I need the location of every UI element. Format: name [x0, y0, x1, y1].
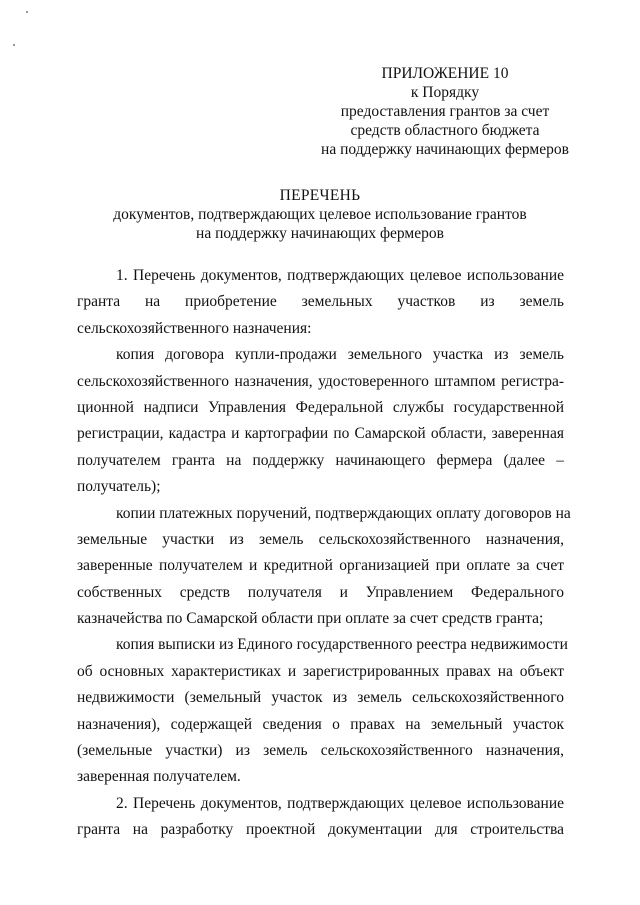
body-line: сельскохозяйственного назначения: — [77, 319, 312, 337]
scan-speck — [13, 44, 15, 46]
appendix-line: средств областного бюджета — [350, 122, 540, 139]
document-subtitle: документов, подтверждающих целевое использование грантов — [113, 206, 527, 223]
body-line: об основных характеристиках и зарегистрированных правах на объект — [77, 662, 564, 680]
body-line: (земельные участки) из земель сельскохозяйственного назначения, — [77, 742, 564, 760]
body-line: 2. Перечень документов, подтверждающих целевое использование — [116, 794, 564, 812]
body-line: собственных средств получателя и Управлением Федерального — [77, 583, 564, 601]
body-line: заверенные получателем и кредитной организацией при оплате за счет — [77, 557, 564, 575]
appendix-line: к Порядку — [410, 84, 480, 101]
document-subtitle: на поддержку начинающих фермеров — [196, 225, 444, 242]
body-line: 1. Перечень документов, подтверждающих целевое использование — [116, 267, 564, 284]
body-line: получателем гранта на поддержку начинающего фермера (далее – — [77, 451, 564, 469]
body-line: регистрации, кадастра и картографии по Самарской области, заверенная — [77, 425, 564, 443]
body-line: копия выписки из Единого государственного реестра недвижимости — [116, 636, 568, 654]
body-line: сельскохозяйственного назначения, удостоверенного штампом регистра- — [77, 372, 564, 390]
body-line: недвижимости (земельный участок из земель сельскохозяйственного — [77, 689, 564, 707]
appendix-line: на поддержку начинающих фермеров — [321, 141, 569, 158]
body-line: назначения), содержащей сведения о правах на земельный участок — [77, 715, 564, 733]
body-line: гранта на разработку проектной документации для строительства — [77, 821, 564, 839]
document-title: ПЕРЕЧЕНЬ — [279, 187, 361, 204]
body-line: ционной надписи Управления Федеральной службы государственной — [77, 398, 564, 416]
document-body — [77, 263, 571, 844]
appendix-line: предоставления грантов за счет — [340, 103, 550, 120]
body-line: гранта на приобретение земельных участков из земель — [77, 293, 564, 311]
appendix-number: ПРИЛОЖЕНИЕ 10 — [381, 65, 509, 82]
document-heading — [70, 186, 570, 243]
body-line: земельные участки из земель сельскохозяйственного назначения, — [77, 530, 564, 548]
body-line: получатель); — [77, 478, 161, 496]
scan-speck — [26, 11, 28, 13]
body-line: копия договора купли-продажи земельного участка из земель — [116, 346, 564, 364]
body-line: казначейства по Самарской области при оплате за счет средств гранта; — [77, 610, 544, 628]
body-line: заверенная получателем. — [77, 768, 241, 786]
body-line: копии платежных поручений, подтверждающих оплату договоров на — [116, 504, 571, 522]
appendix-header — [300, 64, 590, 159]
